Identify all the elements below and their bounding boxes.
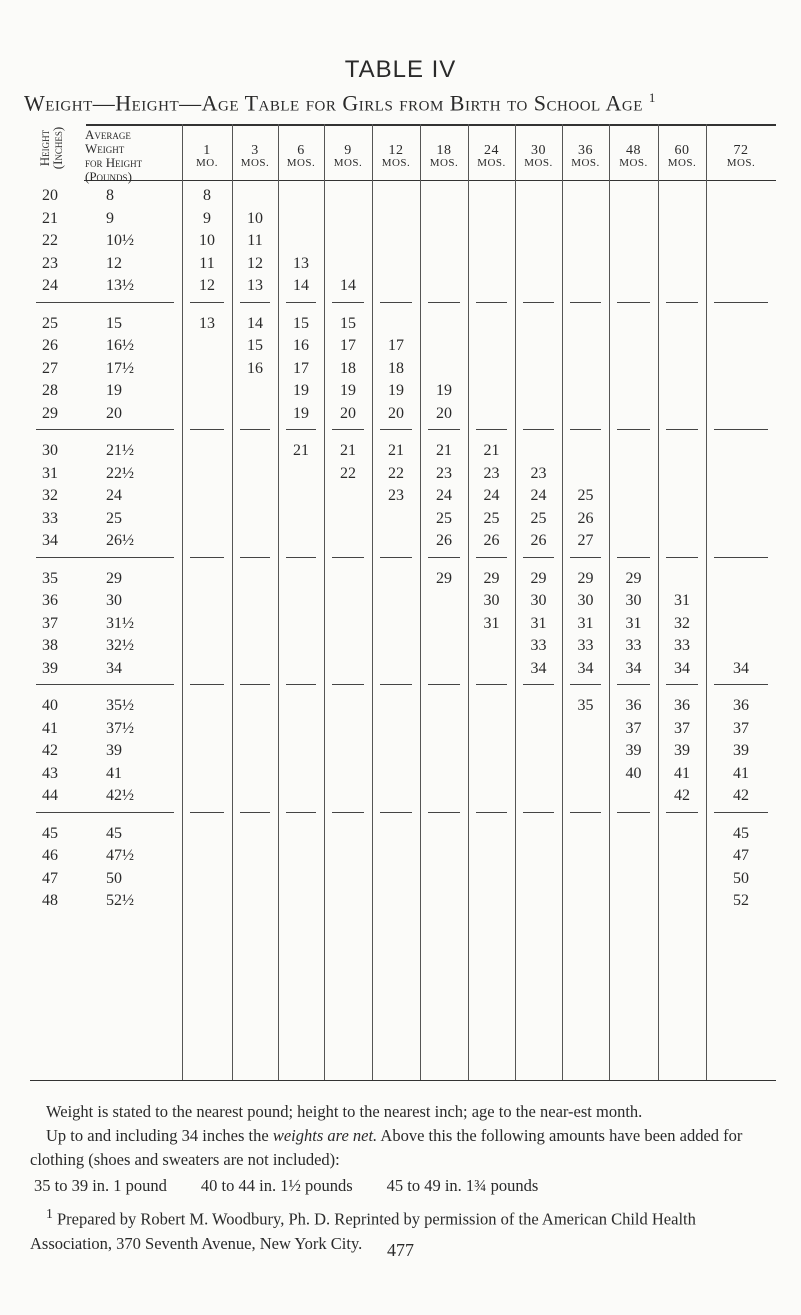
group-separator — [666, 302, 698, 303]
group-separator — [286, 812, 316, 813]
footnote-text: Prepared by Robert M. Woodbury, Ph. D. Reprinted by permission of the American Child Health Association, 370 Seventh Avenue, New York City. — [30, 1209, 696, 1253]
weight-cell: 22 — [388, 464, 404, 482]
age-column-header — [706, 144, 776, 170]
weight-cell: 31 — [625, 614, 642, 632]
group-separator — [570, 812, 601, 813]
height-cell: 21 — [42, 209, 58, 227]
group-separator — [286, 557, 316, 558]
group-separator — [666, 684, 698, 685]
group-separator — [36, 557, 174, 558]
age-column-header — [232, 144, 278, 170]
group-separator — [476, 557, 507, 558]
weight-cell: 41 — [733, 764, 749, 782]
group-separator — [523, 302, 554, 303]
height-cell: 46 — [42, 847, 58, 864]
footnote-marker: 1 — [648, 90, 656, 105]
weight-cell: 13 — [247, 277, 263, 294]
weight-cell: 29 — [483, 569, 500, 587]
weight-cell: 12 — [199, 277, 215, 294]
weight-cell: 30 — [530, 592, 547, 609]
height-cell: 42 — [42, 742, 58, 759]
weight-cell: 45 — [733, 824, 749, 842]
group-separator — [570, 429, 601, 430]
average-header-line: Weight — [85, 141, 125, 156]
age-value: 48 — [626, 143, 641, 158]
weight-cell: 30 — [625, 592, 642, 609]
average-weight-cell: 25 — [106, 509, 122, 527]
group-separator — [523, 429, 554, 430]
weight-cell: 21 — [436, 442, 452, 459]
weight-cell: 13 — [293, 254, 309, 272]
height-cell: 25 — [42, 314, 58, 332]
bottom-rule — [30, 1080, 776, 1081]
age-column-header — [324, 144, 372, 170]
age-value: 36 — [578, 143, 593, 158]
height-cell: 28 — [42, 382, 58, 399]
age-unit: MOS. — [619, 157, 648, 169]
weight-cell: 37 — [625, 719, 642, 737]
weight-cell: 15 — [247, 337, 263, 354]
height-cell: 39 — [42, 659, 58, 677]
group-separator — [190, 812, 224, 813]
group-separator — [380, 557, 412, 558]
top-rule — [86, 124, 776, 126]
weight-cell: 47 — [733, 847, 749, 864]
weight-cell: 29 — [625, 569, 642, 587]
group-separator — [380, 302, 412, 303]
height-cell: 47 — [42, 869, 58, 887]
weight-cell: 26 — [577, 509, 594, 527]
height-cell: 37 — [42, 614, 58, 632]
age-unit: MOS. — [571, 157, 600, 169]
height-cell: 32 — [42, 487, 58, 504]
age-column-header — [420, 144, 468, 170]
weight-cell: 12 — [247, 254, 263, 272]
header-rule — [84, 180, 776, 181]
weight-cell: 30 — [483, 592, 500, 609]
column-divider — [420, 124, 421, 1080]
average-weight-cell: 21½ — [106, 442, 134, 459]
weight-cell: 39 — [625, 742, 642, 759]
weight-cell: 10 — [247, 209, 263, 227]
average-weight-cell: 26½ — [106, 532, 134, 549]
group-separator — [332, 812, 364, 813]
weight-cell: 34 — [674, 659, 690, 677]
age-value: 24 — [484, 143, 499, 158]
average-weight-cell: 29 — [106, 569, 122, 587]
weight-cell: 41 — [674, 764, 690, 782]
age-value: 72 — [733, 143, 749, 158]
weight-cell: 23 — [436, 464, 452, 482]
footnote-marker-2: 1 — [46, 1206, 53, 1221]
clothing-45-49: 45 to 49 in. 1¾ pounds — [386, 1176, 539, 1195]
group-separator — [332, 429, 364, 430]
group-separator — [428, 302, 460, 303]
weight-cell: 37 — [733, 719, 749, 737]
group-separator — [332, 557, 364, 558]
group-separator — [36, 302, 174, 303]
subtitle-text: Weight—Height—Age Table for Girls from Birth to School Age — [24, 90, 643, 116]
weight-cell: 52 — [733, 892, 749, 909]
height-cell: 27 — [42, 359, 58, 377]
height-cell: 41 — [42, 719, 58, 737]
age-column-header — [609, 144, 658, 170]
weight-cell: 19 — [293, 404, 309, 422]
group-separator — [428, 429, 460, 430]
clothing-40-44: 40 to 44 in. 1½ pounds — [200, 1176, 353, 1195]
group-separator — [476, 812, 507, 813]
age-unit: MOS. — [726, 157, 756, 169]
weight-cell: 34 — [530, 659, 547, 677]
group-separator — [286, 302, 316, 303]
column-divider — [372, 124, 373, 1080]
average-weight-cell: 8 — [106, 187, 114, 204]
average-header-line: for Height — [85, 155, 143, 170]
weight-cell: 33 — [530, 637, 547, 654]
height-header-line: Height — [37, 129, 52, 167]
weight-cell: 18 — [340, 359, 356, 377]
group-separator — [476, 684, 507, 685]
weight-cell: 25 — [483, 509, 500, 527]
group-separator — [240, 557, 270, 558]
weight-cell: 30 — [577, 592, 594, 609]
column-divider — [706, 124, 707, 1080]
weight-cell: 37 — [674, 719, 690, 737]
group-separator — [617, 684, 650, 685]
height-cell: 29 — [42, 404, 58, 422]
average-weight-cell: 35½ — [106, 697, 134, 714]
group-separator — [428, 812, 460, 813]
weight-cell: 33 — [625, 637, 642, 654]
average-weight-cell: 20 — [106, 404, 122, 422]
weight-cell: 25 — [436, 509, 452, 527]
weight-cell: 22 — [340, 464, 356, 482]
weight-cell: 31 — [530, 614, 547, 632]
clothing-35-39: 35 to 39 in. 1 pound — [34, 1176, 167, 1195]
weight-cell: 10 — [199, 232, 215, 249]
height-cell: 20 — [42, 187, 58, 204]
weight-cell: 21 — [388, 442, 404, 459]
average-weight-cell: 15 — [106, 314, 122, 332]
group-separator — [570, 684, 601, 685]
weight-cell: 23 — [530, 464, 547, 482]
weight-cell: 15 — [340, 314, 356, 332]
height-cell: 26 — [42, 337, 58, 354]
weight-cell: 16 — [293, 337, 309, 354]
group-separator — [240, 429, 270, 430]
group-separator — [570, 557, 601, 558]
age-unit: MOS. — [286, 157, 316, 169]
height-cell: 38 — [42, 637, 58, 654]
age-column-header — [372, 144, 420, 170]
average-weight-cell: 30 — [106, 592, 122, 609]
weight-cell: 24 — [436, 487, 452, 504]
weight-cell: 18 — [388, 359, 404, 377]
weight-cell: 31 — [674, 592, 690, 609]
height-header-line: (Inches) — [50, 126, 65, 170]
group-separator — [332, 302, 364, 303]
average-weight-cell: 32½ — [106, 637, 134, 654]
height-cell: 36 — [42, 592, 58, 609]
weight-cell: 29 — [577, 569, 594, 587]
weight-cell: 36 — [625, 697, 642, 714]
weight-cell: 36 — [674, 697, 690, 714]
average-weight-cell: 24 — [106, 487, 122, 504]
group-separator — [36, 684, 174, 685]
weight-cell: 24 — [483, 487, 500, 504]
age-unit: MOS. — [240, 157, 270, 169]
weight-cell: 42 — [674, 787, 690, 804]
weight-cell: 20 — [388, 404, 404, 422]
average-weight-column-header — [85, 128, 142, 184]
group-separator — [332, 684, 364, 685]
group-separator — [666, 429, 698, 430]
age-unit: MOS. — [333, 157, 363, 169]
weight-cell: 14 — [293, 277, 309, 294]
weight-cell: 13 — [199, 314, 215, 332]
weight-cell: 42 — [733, 787, 749, 804]
group-separator — [714, 684, 768, 685]
weight-cell: 29 — [530, 569, 547, 587]
weight-cell: 33 — [674, 637, 690, 654]
height-cell: 31 — [42, 464, 58, 482]
weight-cell: 19 — [340, 382, 356, 399]
group-separator — [666, 557, 698, 558]
average-weight-cell: 52½ — [106, 892, 134, 909]
notes-block — [30, 1100, 780, 1256]
average-weight-cell: 22½ — [106, 464, 134, 482]
age-value: 9 — [344, 143, 352, 158]
clothing-amounts — [34, 1174, 780, 1198]
height-cell: 22 — [42, 232, 58, 249]
group-separator — [666, 812, 698, 813]
table-title: TABLE IV — [344, 56, 457, 83]
height-cell: 43 — [42, 764, 58, 782]
group-separator — [523, 812, 554, 813]
weight-cell: 15 — [293, 314, 309, 332]
weight-cell: 17 — [340, 337, 356, 354]
average-weight-cell: 39 — [106, 742, 122, 759]
group-separator — [190, 302, 224, 303]
group-separator — [240, 812, 270, 813]
age-unit: MOS. — [477, 157, 506, 169]
group-separator — [617, 812, 650, 813]
weight-cell: 24 — [530, 487, 547, 504]
age-unit: MOS. — [381, 157, 411, 169]
weight-cell: 32 — [674, 614, 690, 632]
group-separator — [380, 684, 412, 685]
group-separator — [714, 429, 768, 430]
group-separator — [617, 429, 650, 430]
group-separator — [190, 429, 224, 430]
weight-cell: 17 — [388, 337, 404, 354]
note-clothing — [30, 1124, 780, 1172]
weight-cell: 25 — [530, 509, 547, 527]
group-separator — [714, 812, 768, 813]
average-weight-cell: 9 — [106, 209, 114, 227]
average-weight-cell: 42½ — [106, 787, 134, 804]
height-cell: 30 — [42, 442, 58, 459]
height-cell: 48 — [42, 892, 58, 909]
height-cell: 34 — [42, 532, 58, 549]
group-separator — [714, 302, 768, 303]
weight-cell: 19 — [436, 382, 452, 399]
weight-cell: 14 — [340, 277, 356, 294]
group-separator — [476, 429, 507, 430]
weight-cell: 40 — [625, 764, 642, 782]
weight-cell: 9 — [203, 209, 211, 227]
weight-cell: 11 — [199, 254, 215, 272]
weight-cell: 29 — [436, 569, 452, 587]
note-clothing-a: Up to and including 34 inches the — [46, 1126, 273, 1145]
weight-cell: 25 — [577, 487, 594, 504]
weight-cell: 50 — [733, 869, 749, 887]
group-separator — [428, 557, 460, 558]
group-separator — [36, 812, 174, 813]
weight-cell: 21 — [293, 442, 309, 459]
group-separator — [523, 684, 554, 685]
average-weight-cell: 41 — [106, 764, 122, 782]
group-separator — [380, 812, 412, 813]
column-divider — [324, 124, 325, 1080]
group-separator — [570, 302, 601, 303]
group-separator — [380, 429, 412, 430]
average-weight-cell: 13½ — [106, 277, 134, 294]
weight-cell: 20 — [436, 404, 452, 422]
age-value: 30 — [531, 143, 546, 158]
age-column-header — [515, 144, 562, 170]
age-value: 6 — [297, 143, 305, 158]
age-column-header — [278, 144, 324, 170]
average-weight-cell: 50 — [106, 869, 122, 887]
group-separator — [190, 684, 224, 685]
average-header-line: Average — [85, 127, 131, 142]
group-separator — [476, 302, 507, 303]
weight-cell: 31 — [577, 614, 594, 632]
height-cell: 45 — [42, 824, 58, 842]
group-separator — [428, 684, 460, 685]
weight-cell: 26 — [436, 532, 452, 549]
weight-cell: 34 — [733, 659, 749, 677]
weight-cell: 33 — [577, 637, 594, 654]
group-separator — [286, 684, 316, 685]
weight-cell: 23 — [483, 464, 500, 482]
weight-cell: 36 — [733, 697, 749, 714]
group-separator — [286, 429, 316, 430]
age-value: 18 — [436, 143, 452, 158]
average-weight-cell: 16½ — [106, 337, 134, 354]
group-separator — [617, 302, 650, 303]
age-column-header — [468, 144, 515, 170]
average-weight-cell: 45 — [106, 824, 122, 842]
weight-cell: 27 — [577, 532, 594, 549]
group-separator — [714, 557, 768, 558]
height-cell: 24 — [42, 277, 58, 294]
weight-cell: 26 — [483, 532, 500, 549]
age-value: 60 — [674, 143, 690, 158]
weight-cell: 39 — [674, 742, 690, 759]
height-cell: 23 — [42, 254, 58, 272]
age-value: 3 — [251, 143, 259, 158]
group-separator — [523, 557, 554, 558]
average-header-line: (Pounds) — [85, 169, 132, 184]
weight-cell: 34 — [625, 659, 642, 677]
height-cell: 35 — [42, 569, 58, 587]
age-unit: MOS. — [429, 157, 459, 169]
average-weight-cell: 31½ — [106, 614, 134, 632]
height-cell: 44 — [42, 787, 58, 804]
group-separator — [617, 557, 650, 558]
weight-cell: 11 — [247, 232, 263, 249]
weight-cell: 39 — [733, 742, 749, 759]
weight-cell: 16 — [247, 359, 263, 377]
weight-cell: 17 — [293, 359, 309, 377]
weight-cell: 26 — [530, 532, 547, 549]
height-cell: 40 — [42, 697, 58, 714]
weight-cell: 8 — [203, 187, 211, 204]
weight-cell: 35 — [577, 697, 594, 714]
average-weight-cell: 34 — [106, 659, 122, 677]
age-value: 12 — [388, 143, 404, 158]
note-rounding: Weight is stated to the nearest pound; height to the nearest inch; age to the near-est month. — [46, 1102, 643, 1121]
average-weight-cell: 47½ — [106, 847, 134, 864]
note-clothing-b: Above this the following amounts have been added for clothing (shoes and sweaters are not included): — [30, 1126, 743, 1169]
note-net-weights: weights are net. — [272, 1126, 378, 1145]
age-unit: MOS. — [524, 157, 553, 169]
average-weight-cell: 19 — [106, 382, 122, 399]
age-column-header — [182, 144, 232, 170]
group-separator — [36, 429, 174, 430]
table-subtitle — [24, 90, 656, 116]
height-column-header — [38, 118, 64, 178]
weight-cell: 19 — [388, 382, 404, 399]
average-weight-cell: 17½ — [106, 359, 134, 377]
average-weight-cell: 37½ — [106, 719, 134, 737]
group-separator — [190, 557, 224, 558]
age-value: 1 — [203, 143, 211, 158]
age-column-header — [562, 144, 609, 170]
average-weight-cell: 12 — [106, 254, 122, 272]
weight-cell: 20 — [340, 404, 356, 422]
age-unit: MO. — [196, 157, 218, 169]
age-column-header — [658, 144, 706, 170]
group-separator — [240, 684, 270, 685]
height-cell: 33 — [42, 509, 58, 527]
weight-cell: 34 — [577, 659, 594, 677]
page-number: 477 — [387, 1240, 414, 1260]
weight-cell: 21 — [340, 442, 356, 459]
weight-cell: 19 — [293, 382, 309, 399]
group-separator — [240, 302, 270, 303]
weight-cell: 14 — [247, 314, 263, 332]
age-unit: MOS. — [667, 157, 697, 169]
weight-cell: 23 — [388, 487, 404, 504]
weight-cell: 21 — [483, 442, 500, 459]
weight-cell: 31 — [483, 614, 500, 632]
average-weight-cell: 10½ — [106, 232, 134, 249]
